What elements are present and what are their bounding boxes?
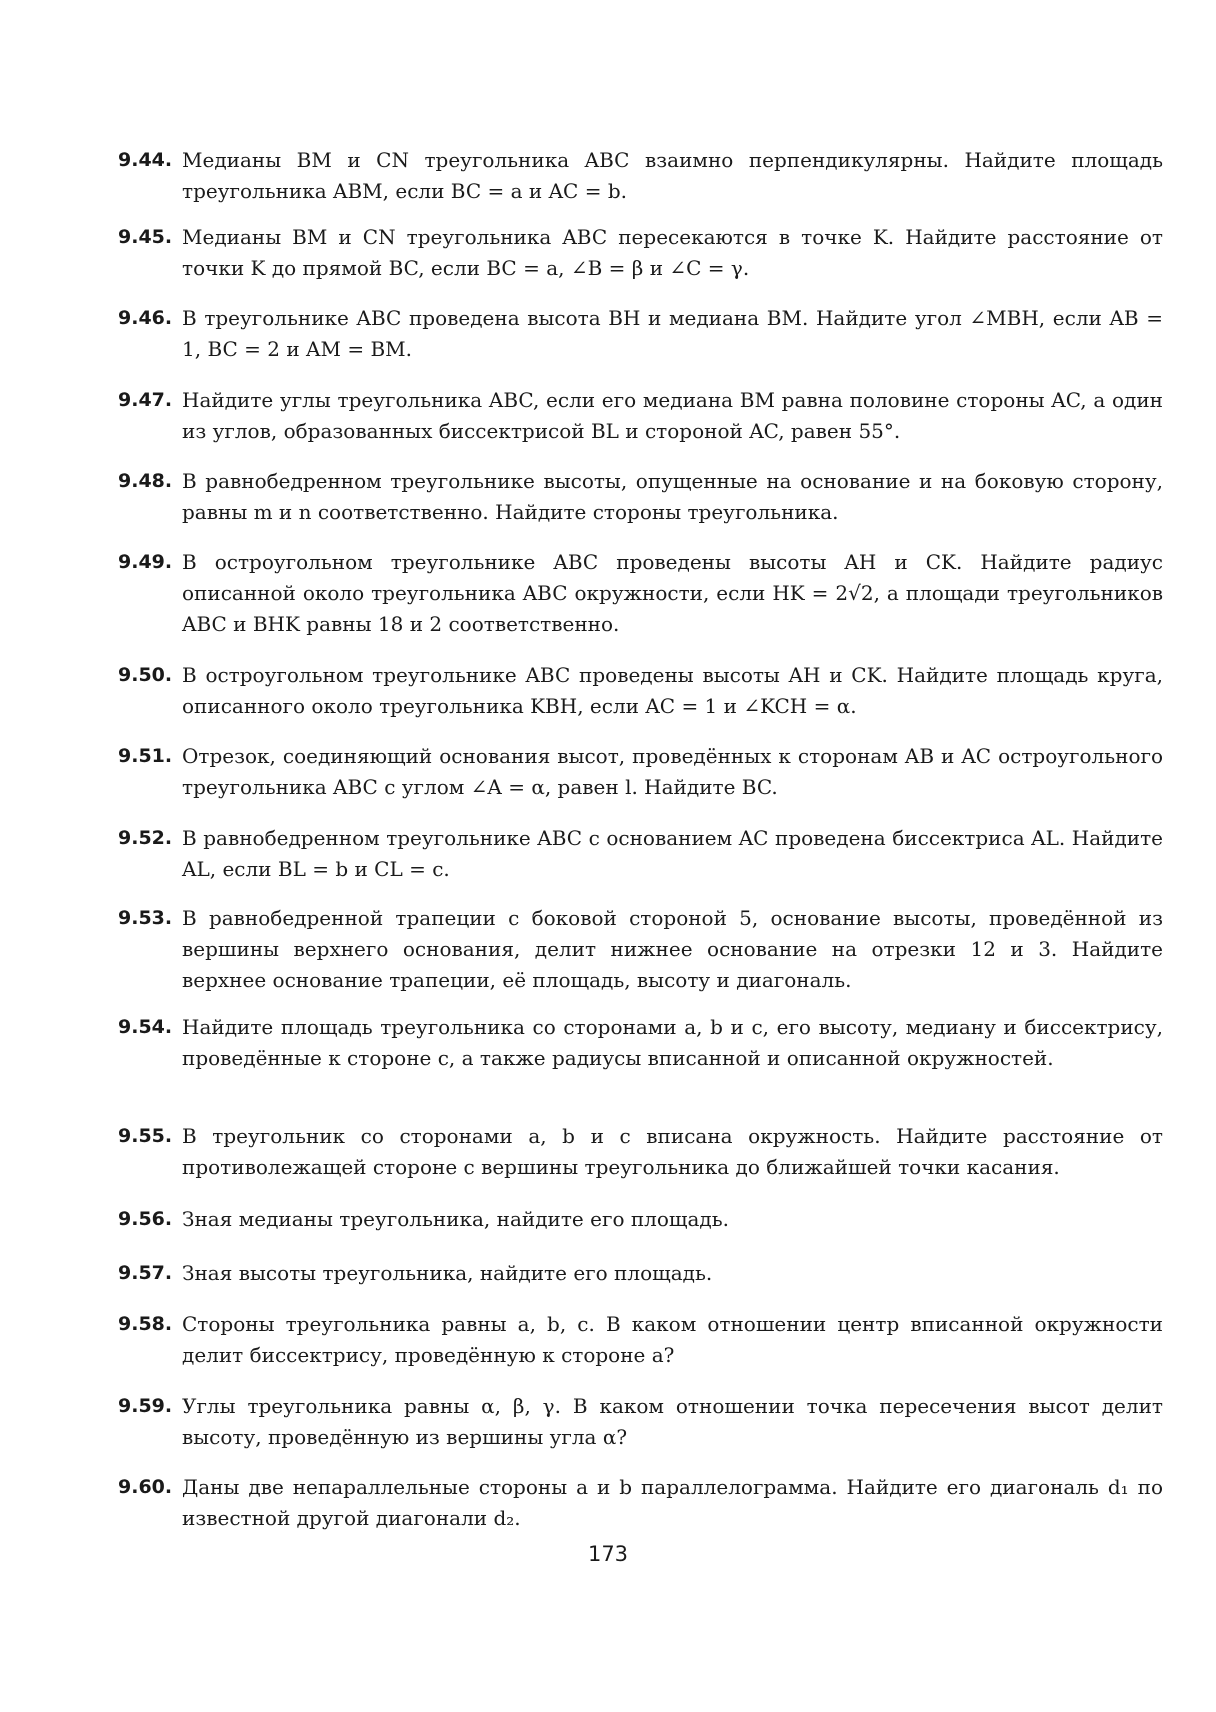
problem-9-53 <box>118 903 1163 996</box>
problem-9-59 <box>118 1391 1163 1453</box>
problem-text: Зная медианы треугольника, найдите его площадь. <box>182 1207 729 1231</box>
problem-9-60 <box>118 1472 1163 1534</box>
problem-9-55 <box>118 1121 1163 1183</box>
problem-number: 9.45. <box>118 226 173 248</box>
problem-number: 9.44. <box>118 149 173 171</box>
problem-9-56 <box>118 1204 1163 1235</box>
problem-9-47 <box>118 385 1163 447</box>
problem-text: Найдите площадь треугольника со сторонами a, b и c, его высоту, медиану и биссектрису, проведённые к стороне c, а также радиусы вписанной и описанной окружностей. <box>182 1015 1163 1070</box>
problem-text: В остроугольном треугольнике ABC проведены высоты AH и CK. Найдите радиус описанной около треугольника ABC окружности, если HK = 2√2, а площади треугольников ABC и BHK равны 18 и 2 соответственно. <box>182 550 1163 636</box>
problem-number: 9.51. <box>118 745 173 767</box>
problem-number: 9.46. <box>118 307 173 329</box>
problem-number: 9.53. <box>118 907 173 929</box>
problem-text: В остроугольном треугольнике ABC проведены высоты AH и CK. Найдите площадь круга, описанного около треугольника KBH, если AC = 1 и ∠KCH = α. <box>182 663 1163 718</box>
problem-number: 9.56. <box>118 1208 173 1230</box>
problem-9-54 <box>118 1012 1163 1074</box>
problem-number: 9.48. <box>118 470 173 492</box>
page-number: 173 <box>587 1542 629 1566</box>
problem-9-51 <box>118 741 1163 803</box>
problem-9-57 <box>118 1258 1163 1289</box>
problem-9-48 <box>118 466 1163 528</box>
problem-9-50 <box>118 660 1163 722</box>
problem-number: 9.60. <box>118 1476 173 1498</box>
problem-number: 9.59. <box>118 1395 173 1417</box>
problem-number: 9.50. <box>118 664 173 686</box>
problem-text: Найдите углы треугольника ABC, если его медиана BM равна половине стороны AC, а один из углов, образованных биссектрисой BL и стороной AC, равен 55°. <box>182 388 1163 443</box>
problem-9-45 <box>118 222 1163 284</box>
problem-9-44 <box>118 145 1163 207</box>
problem-text: Медианы BM и CN треугольника ABC пересекаются в точке K. Найдите расстояние от точки K до прямой BC, если BC = a, ∠B = β и ∠C = γ. <box>182 225 1163 280</box>
problem-9-49 <box>118 547 1163 640</box>
problem-9-52 <box>118 823 1163 885</box>
problem-text: Даны две непараллельные стороны a и b параллелограмма. Найдите его диагональ d₁ по известной другой диагонали d₂. <box>182 1475 1163 1530</box>
problem-text: В равнобедренной трапеции с боковой стороной 5, основание высоты, проведённой из вершины верхнего основания, делит нижнее основание на отрезки 12 и 3. Найдите верхнее основание трапеции, её площадь, высоту и диагональ. <box>182 906 1163 992</box>
problem-number: 9.47. <box>118 389 173 411</box>
problem-text: В треугольнике ABC проведена высота BH и медиана BM. Найдите угол ∠MBH, если AB = 1, BC = 2 и AM = BM. <box>182 306 1163 361</box>
problem-number: 9.55. <box>118 1125 173 1147</box>
problem-text: Отрезок, соединяющий основания высот, проведённых к сторонам AB и AC остроугольного треугольника ABC с углом ∠A = α, равен l. Найдите BC. <box>182 744 1163 799</box>
problem-text: В равнобедренном треугольнике ABC с основанием AC проведена биссектриса AL. Найдите AL, если BL = b и CL = c. <box>182 826 1163 881</box>
problem-number: 9.57. <box>118 1262 173 1284</box>
problem-9-46 <box>118 303 1163 365</box>
problem-number: 9.52. <box>118 827 173 849</box>
problem-text: Стороны треугольника равны a, b, c. В каком отношении центр вписанной окружности делит биссектрису, проведённую к стороне a? <box>182 1312 1163 1367</box>
problem-number: 9.49. <box>118 551 173 573</box>
problem-text: В треугольник со сторонами a, b и c вписана окружность. Найдите расстояние от противолежащей стороне c вершины треугольника до ближайшей точки касания. <box>182 1124 1163 1179</box>
problem-text: Углы треугольника равны α, β, γ. В каком отношении точка пересечения высот делит высоту, проведённую из вершины угла α? <box>182 1394 1163 1449</box>
problem-number: 9.58. <box>118 1313 173 1335</box>
problem-9-58 <box>118 1309 1163 1371</box>
problem-number: 9.54. <box>118 1016 173 1038</box>
problem-text: Зная высоты треугольника, найдите его площадь. <box>182 1261 713 1285</box>
problem-text: Медианы BM и CN треугольника ABC взаимно перпендикулярны. Найдите площадь треугольника ABM, если BC = a и AC = b. <box>182 148 1163 203</box>
problem-text: В равнобедренном треугольнике высоты, опущенные на основание и на боковую сторону, равны m и n соответственно. Найдите стороны треугольника. <box>182 469 1163 524</box>
